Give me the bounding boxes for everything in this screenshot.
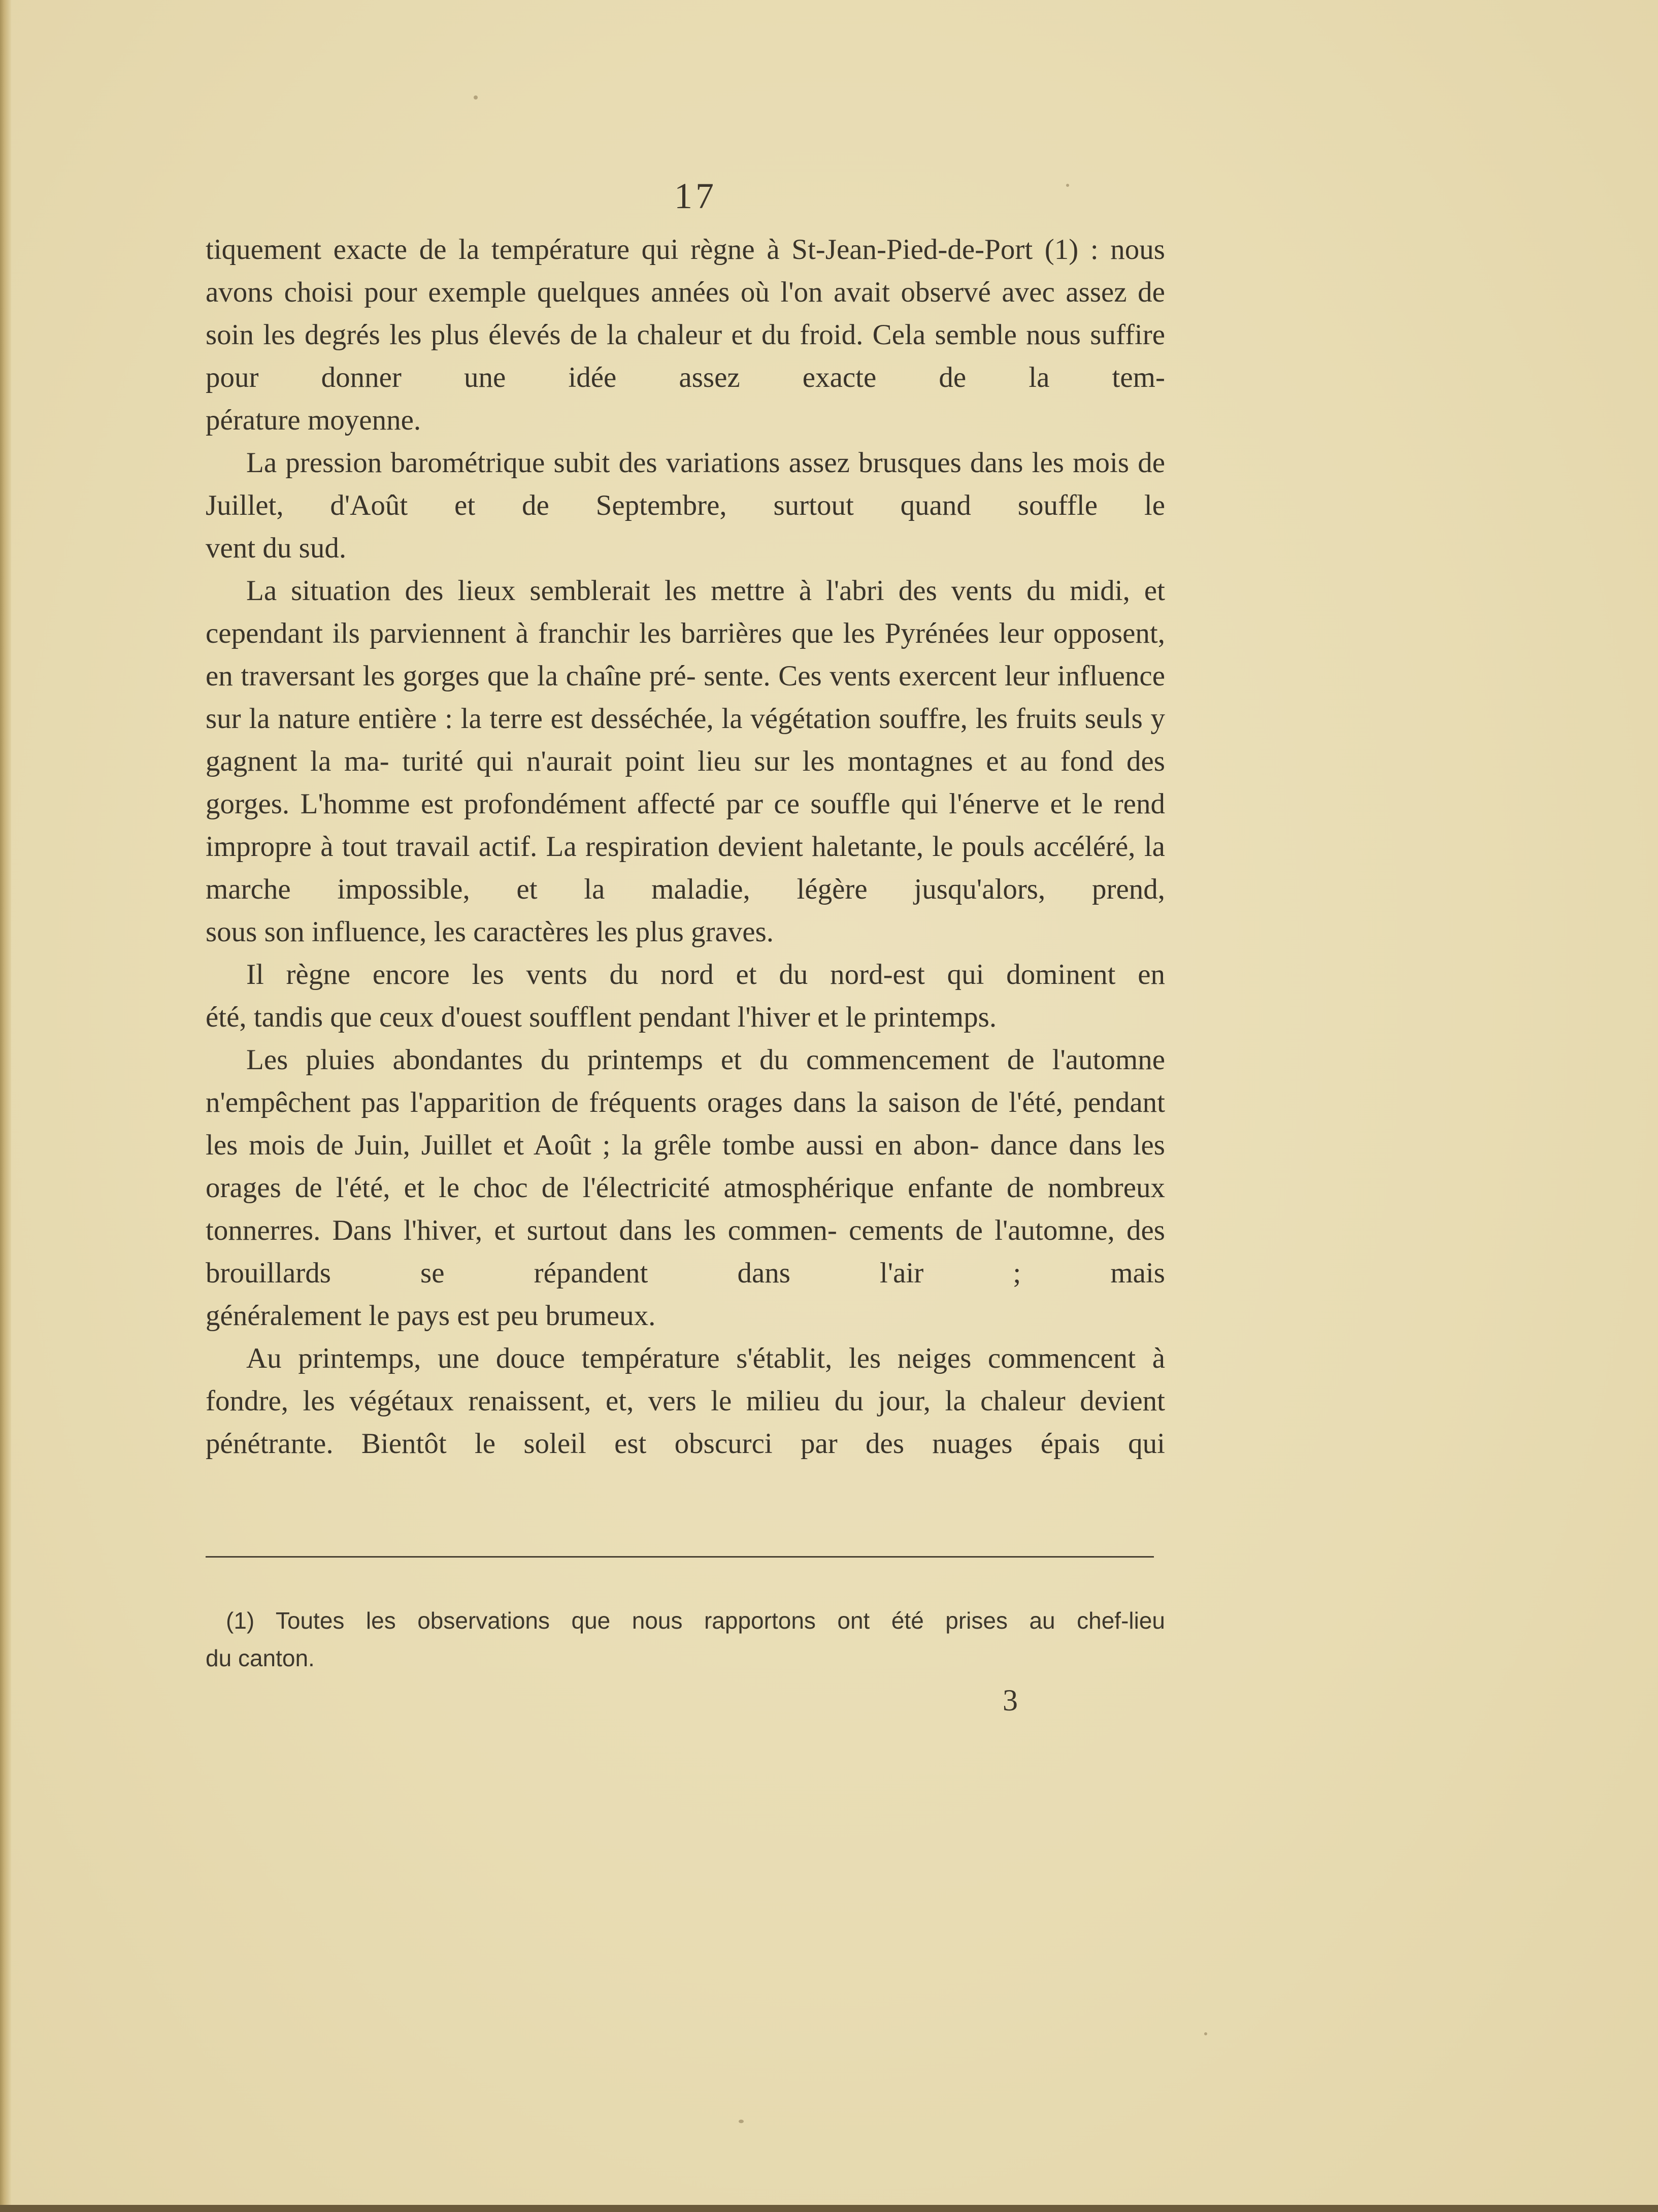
- paragraph-last-line: généralement le pays est peu brumeux.: [206, 1300, 656, 1332]
- paragraph: [206, 1337, 1165, 1465]
- signature-mark: 3: [1003, 1683, 1018, 1717]
- paragraph-text: Il règne encore les vents du nord et du nord-est qui dominent en: [246, 959, 1165, 991]
- page-number: 17: [674, 176, 717, 216]
- paper-speck: [1066, 184, 1069, 187]
- paragraph: [206, 570, 1165, 953]
- paragraph-text: tiquement exacte de la température qui règne à St-Jean-Pied-de-Port (1) : nous avons choisi pour exemple quelques années où l'on avait observé avec assez de soin les degrés les plus élevés de la chaleur et du froid. Cela semble nous suffire pour donner une idée assez exacte de la tem-: [206, 234, 1165, 393]
- paper-speck: [474, 95, 478, 100]
- paragraph: [206, 228, 1165, 442]
- page-left-edge: [0, 0, 11, 2212]
- paragraph: [206, 442, 1165, 570]
- paragraph-text: Au printemps, une douce température s'établit, les neiges commencent à fondre, les végétaux renaissent, et, vers le milieu du jour, la chaleur devient pénétrante. Bientôt le soleil est obscurci par des nuages épais qui: [206, 1342, 1165, 1460]
- paper-speck: [739, 2120, 744, 2123]
- paragraph: [206, 1039, 1165, 1337]
- paper-speck: [1204, 2032, 1207, 2035]
- paragraph-text: La pression barométrique subit des variations assez brusques dans les mois de Juillet, d'Août et de Septembre, surtout quand souffle le: [206, 447, 1165, 521]
- paragraph-last-line: pérature moyenne.: [206, 404, 421, 436]
- footnote-rule: [206, 1556, 1154, 1558]
- footnote-line: du canton.: [206, 1645, 315, 1671]
- body-text: [206, 228, 1165, 1465]
- paragraph-last-line: vent du sud.: [206, 532, 347, 564]
- paragraph-text: La situation des lieux semblerait les mettre à l'abri des vents du midi, et cependant ils parviennent à franchir les barrières que les Pyrénées leur opposent, en traversant les gorges que la chaîne pré- sente. Ces vents exercent leur influence sur la nature entière : la terre est desséchée, la végétation souffre, les fruits seuls y gagnent la ma- turité qui n'aurait point lieu sur les montagnes et au fond des gorges. L'homme est profondément affecté par ce souffle qui l'énerve et le rend impropre à tout travail actif. La respiration devient haletante, le pouls accéléré, la marche impossible, et la maladie, légère jusqu'alors, prend,: [206, 575, 1165, 905]
- page-bottom-edge: [0, 2205, 1658, 2212]
- footnote: [206, 1602, 1165, 1677]
- paragraph-text: Les pluies abondantes du printemps et du commencement de l'automne n'empêchent pas l'apparition de fréquents orages dans la saison de l'été, pendant les mois de Juin, Juillet et Août ; la grêle tombe aussi en abon- dance dans les orages de l'été, et le choc de l'électricité atmosphérique enfante de nombreux tonnerres. Dans l'hiver, et surtout dans les commen- cements de l'automne, des brouillards se répandent dans l'air ; mais: [206, 1044, 1165, 1289]
- paragraph-last-line: sous son influence, les caractères les plus graves.: [206, 916, 774, 948]
- paragraph-last-line: été, tandis que ceux d'ouest soufflent pendant l'hiver et le printemps.: [206, 1001, 997, 1033]
- footnote-line: (1) Toutes les observations que nous rapportons ont été prises au chef-lieu: [226, 1607, 1165, 1634]
- paragraph: [206, 953, 1165, 1039]
